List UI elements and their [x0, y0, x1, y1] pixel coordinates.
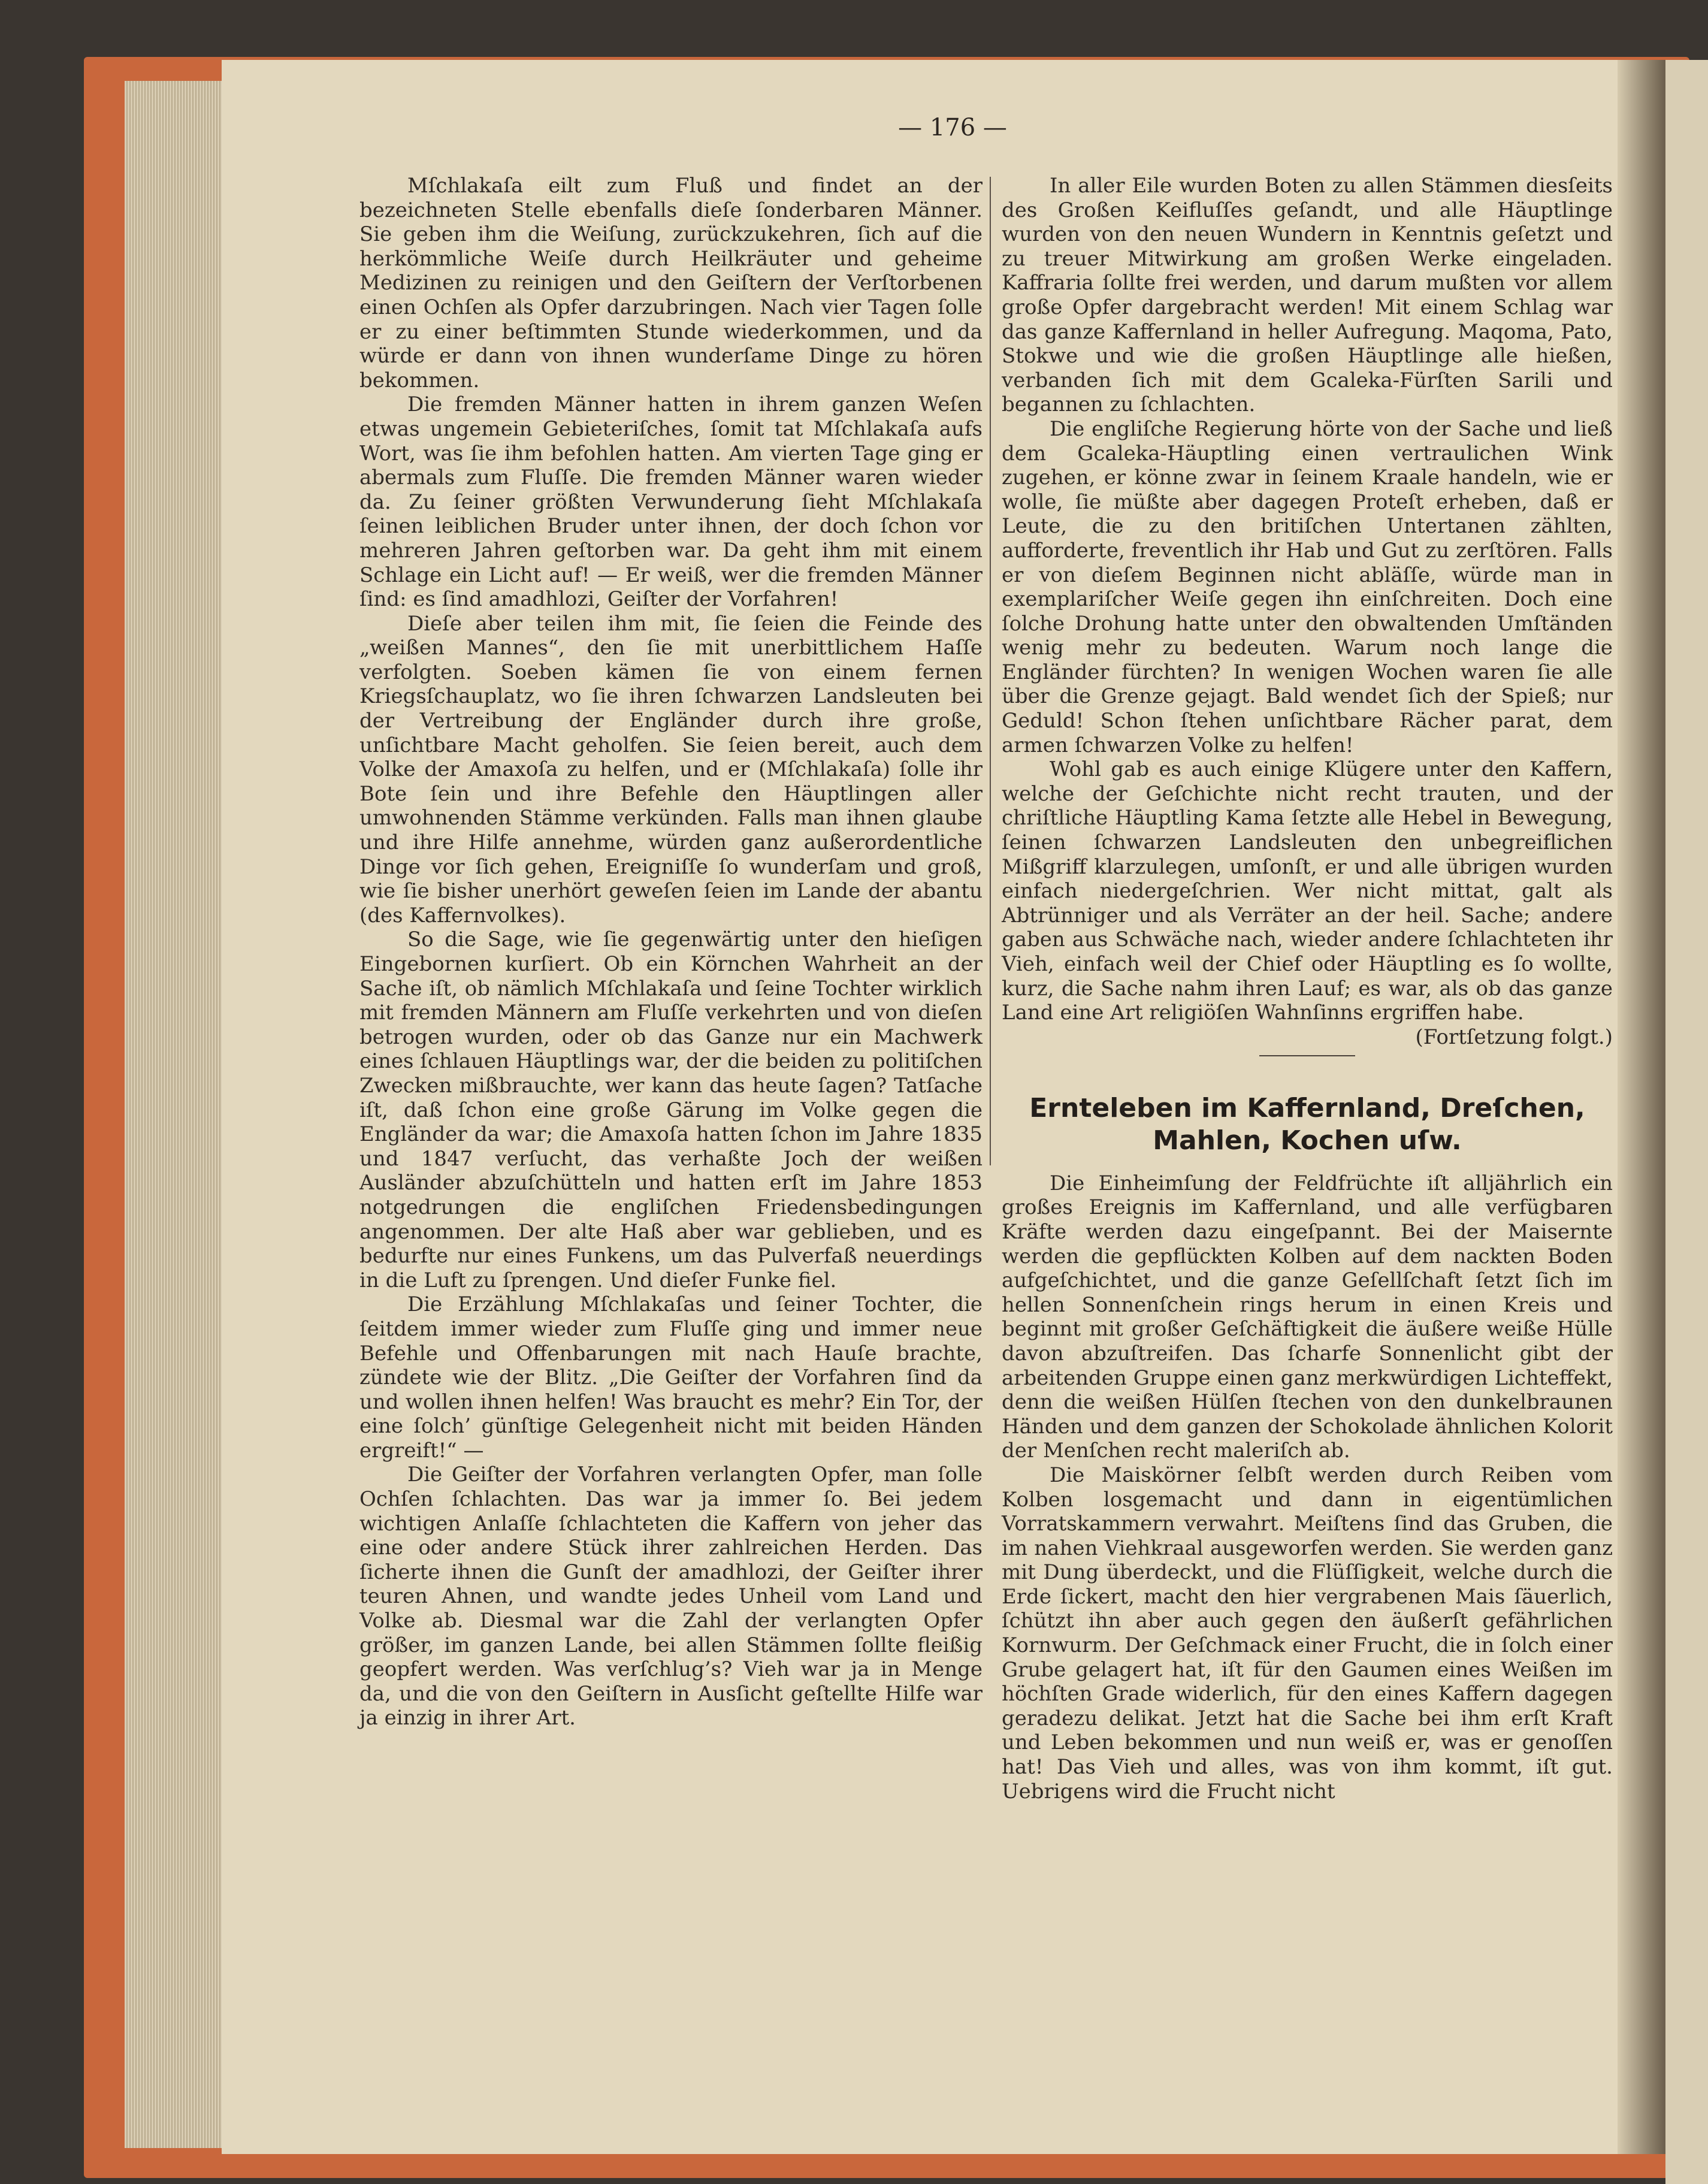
left-column: [359, 174, 983, 1730]
next-page-edge: [1665, 60, 1708, 2184]
page-number: — 176 —: [898, 114, 1007, 141]
paragraph: Dieſe aber teilen ihm mit, ſie ſeien die Feinde des „weißen Mannes“, den ſie mit unerbittlichem Haſſe verfolgten. Soeben kämen ſie von einem fernen Kriegsſchauplatz, wo ſie ihren ſchwarzen Landsleuten bei der Vertreibung der Engländer durch ihre große, unſichtbare Macht geholfen. Sie ſeien bereit, auch dem Volke der Amaxoſa zu helfen, und er (Mſchlakaſa) ſolle ihr Bote ſein und ihre Befehle den Häuptlingen aller umwohnenden Stämme verkünden. Falls man ihnen glaube und ihre Hilfe annehme, würden ganz außerordentliche Dinge vor ſich gehen, Ereigniſſe ſo wunderſam und groß, wie ſie bisher unerhört geweſen ſeien im Lande der abantu (des Kaffernvolkes).: [359, 611, 983, 928]
paragraph: Mſchlakaſa eilt zum Fluß und findet an der bezeichneten Stelle ebenfalls dieſe ſonderbaren Männer. Sie geben ihm die Weiſung, zurückzukehren, ſich auf die herkömmliche Weiſe durch Heilkräuter und geheime Medizinen zu reinigen und den Geiſtern der Verſtorbenen einen Ochſen als Opfer darzubringen. Nach vier Tagen ſolle er zu einer beſtimmten Stunde wiederkommen, und da würde er dann von ihnen wunderſame Dinge zu hören bekommen.: [359, 174, 983, 392]
paragraph: Die engliſche Regierung hörte von der Sache und ließ dem Gcaleka-Häuptling einen vertraulichen Wink zugehen, er könne zwar in ſeinem Kraale handeln, wie er wolle, ſie müßte aber dagegen Proteſt erheben, daß er Leute, die zu den britiſchen Untertanen zählten, aufforderte, freventlich ihr Hab und Gut zu zerſtören. Falls er von dieſem Beginnen nicht abläſſe, würde man in exemplariſcher Weiſe gegen ihn einſchreiten. Doch eine ſolche Drohung hatte unter den obwaltenden Umſtänden wenig mehr zu bedeuten. Warum noch lange die Engländer fürchten? In wenigen Wochen waren ſie alle über die Grenze gejagt. Bald wendet ſich der Spieß; nur Geduld! Schon ſtehen unſichtbare Rächer parat, dem armen ſchwarzen Volke zu helfen!: [1002, 416, 1613, 757]
paragraph: Die fremden Männer hatten in ihrem ganzen Weſen etwas ungemein Gebieteriſches, ſomit tat Mſchlakaſa aufs Wort, was ſie ihm befohlen hatten. Am vierten Tage ging er abermals zum Fluſſe. Die fremden Männer waren wieder da. Zu ſeiner größten Verwunderung ſieht Mſchlakaſa ſeinen leiblichen Bruder unter ihnen, der doch ſchon vor mehreren Jahren geſtorben war. Da geht ihm mit einem Schlage ein Licht auf! — Er weiß, wer die fremden Männer ſind: es ſind amadhlozi, Geiſter der Vorfahren!: [359, 392, 983, 612]
paragraph-last: [1002, 757, 1613, 1049]
page-edges: [125, 81, 226, 2148]
book-gutter: [1618, 60, 1665, 2154]
paragraph: In aller Eile wurden Boten zu allen Stämmen diesſeits des Großen Keifluſſes geſandt, und alle Häuptlinge wurden von den neuen Wundern in Kenntnis geſetzt und zu treuer Mitwirkung am großen Werke eingeladen. Kaffraria ſollte frei werden, und darum mußten vor allem große Opfer dargebracht werden! Mit einem Schlag war das ganze Kaffernland in heller Aufregung. Maqoma, Pato, Stokwe und wie die großen Häuptlinge alle hießen, verbanden ſich mit dem Gcaleka-Fürſten Sarili und begannen zu ſchlachten.: [1002, 174, 1613, 417]
section-rule: [1259, 1055, 1355, 1056]
right-column: [1002, 174, 1613, 1804]
paragraph: So die Sage, wie ſie gegenwärtig unter den hieſigen Eingebornen kurſiert. Ob ein Körnchen Wahrheit an der Sache iſt, ob nämlich Mſchlakaſa und ſeine Tochter wirklich mit fremden Männern am Fluſſe verkehrten und von dieſen betrogen wurden, oder ob das Ganze nur ein Machwerk eines ſchlauen Häuptlings war, der die beiden zu politiſchen Zwecken mißbrauchte, wer kann das heute ſagen? Tatſache iſt, daß ſchon eine große Gärung im Volke gegen die Engländer da war; die Amaxoſa hatten ſchon im Jahre 1835 und 1847 verſucht, das verhaßte Joch der weißen Ausländer abzuſchütteln und hatten erſt im Jahre 1853 notgedrungen die engliſchen Friedensbedingungen angenommen. Der alte Haß aber war geblieben, und es bedurfte nur eines Funkens, um das Pulverfaß neuerdings in die Luft zu ſprengen. Und dieſer Funke fiel.: [359, 928, 983, 1292]
paragraph: Die Maiskörner ſelbſt werden durch Reiben vom Kolben losgemacht und dann in eigentümlichen Vorratskammern verwahrt. Meiſtens ſind das Gruben, die im nahen Viehkraal ausgeworfen werden. Sie werden ganz mit Dung überdeckt, und die Flüſſigkeit, welche durch die Erde ſickert, macht den hier vergrabenen Mais ſäuerlich, ſchützt ihn aber auch gegen den äußerſt gefährlichen Kornwurm. Der Geſchmack einer Frucht, die in ſolch einer Grube gelagert hat, iſt für den Gaumen eines Weißen im höchſten Grade widerlich, für den eines Kaffern dagegen geradezu delikat. Jetzt hat die Sache bei ihm erſt Kraft und Leben bekommen und nun weiß er, was er genoſſen hat! Das Vieh und alles, was von ihm kommt, iſt gut. Uebrigens wird die Frucht nicht: [1002, 1463, 1613, 1804]
column-divider: [990, 177, 991, 1165]
article-title: Ernteleben im Kaffernland, Dreſchen, Mahlen, Kochen uſw.: [1029, 1092, 1585, 1156]
paragraph: Die Erzählung Mſchlakaſas und ſeiner Tochter, die ſeitdem immer wieder zum Fluſſe ging und immer neue Befehle und Offenbarungen mit nach Hauſe brachte, zündete wie der Blitz. „Die Geiſter der Vorfahren ſind da und wollen ihnen helfen! Was braucht es mehr? Ein Tor, der eine ſolch’ günſtige Gelegenheit nicht mit beiden Händen ergreift!“ —: [359, 1292, 983, 1463]
paragraph-text: Wohl gab es auch einige Klügere unter den Kaffern, welche der Geſchichte nicht recht trauten, und der chriſtliche Häuptling Kama ſetzte alle Hebel in Bewegung, ſeinen ſchwarzen Landsleuten den unbegreiflichen Mißgriff klarzulegen, umſonſt, er und alle übrigen wurden einfach niedergeſchrien. Wer nicht mittat, galt als Abtrünniger und als Verräter an der heil. Sache; andere gaben aus Schwäche nach, wieder andere ſchlachteten ihr Vieh, einfach weil der Chief oder Häuptling es ſo wollte, kurz, die Sache nahm ihren Lauf; es war, als ob das ganze Land eine Art religiöſen Wahnſinns ergriffen habe.: [1002, 757, 1613, 1025]
paragraph: Die Geiſter der Vorfahren verlangten Opfer, man ſolle Ochſen ſchlachten. Das war ja immer ſo. Bei jedem wichtigen Anlaſſe ſchlachteten die Kaffern von jeher das eine oder andere Stück ihrer zahlreichen Herden. Das ſicherte ihnen die Gunſt der amadhlozi, der Geiſter ihrer teuren Ahnen, und wandte jedes Unheil vom Land und Volke ab. Diesmal war die Zahl der verlangten Opfer größer, im ganzen Lande, bei allen Stämmen ſollte fleißig geopfert werden. Was verſchlug’s? Vieh war ja in Menge da, und die von den Geiſtern in Ausſicht geſtellte Hilfe war ja einzig in ihrer Art.: [359, 1463, 983, 1730]
paragraph: Die Einheimſung der Feldfrüchte iſt alljährlich ein großes Ereignis im Kaffernland, und alle verfügbaren Kräfte werden dazu eingeſpannt. Bei der Maisernte werden die gepflückten Kolben auf dem nackten Boden aufgeſchichtet, und die ganze Geſellſchaft ſetzt ſich im hellen Sonnenſchein rings herum in einen Kreis und beginnt mit großer Geſchäftigkeit die äußere weiße Hülle davon abzuſtreifen. Das ſcharfe Sonnenlicht gibt der arbeitenden Gruppe einen ganz merkwürdigen Lichteffekt, denn die weißen Hülſen ſtechen von den dunkelbraunen Händen und dem ganzen der Schokolade ähnlichen Kolorit der Menſchen recht maleriſch ab.: [1002, 1171, 1613, 1463]
continued-note: (Fortſetzung folgt.): [1415, 1025, 1613, 1049]
